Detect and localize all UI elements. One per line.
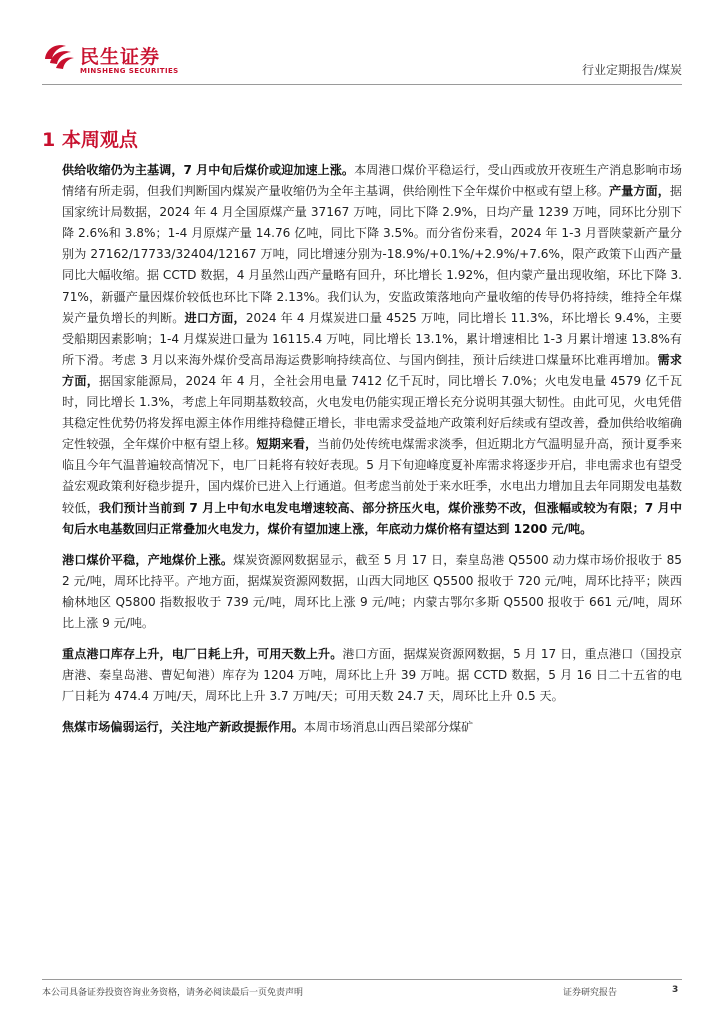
paragraph-text: 港口方面，据煤炭资源网数据，5 月 17 日，重点港口（国投京唐港、秦皇岛港、曹妃甸港）库存为 1204 万吨，周环比上升 39 万吨。据 CCTD 数据，5 月 16 日二十五省的电厂日耗为 474.4 万吨/天，周环比上升 3.7 万吨/天；可用天数 24.7 天，周环比上升 0.5 天。 xyxy=(62,647,682,704)
report-type-label: 行业定期报告/煤炭 xyxy=(581,63,682,77)
bold-lead-text: 供给收缩仍为主基调，7 月中旬后煤价或迎加速上涨。 xyxy=(62,163,355,177)
logo-english-name: MINSHENG SECURITIES xyxy=(80,67,179,75)
page-header xyxy=(0,0,724,90)
paragraph-text: 当前仍处传统电煤需求淡季，但近期北方气温明显升高，预计夏季来临且今年气温普遍较高情况下，电厂日耗将有较好表现。5 月下旬迎峰度夏补库需求将逐步开启，非电需求也有望受益宏观政策利好稳步提升，国内煤价已进入上行通道。但考虑当前处于来水旺季，水电出力增加且去年同期发电基数较低， xyxy=(62,437,682,515)
bold-lead-text: 焦煤市场偏弱运行，关注地产新政提振作用。 xyxy=(62,720,304,735)
footer-divider xyxy=(42,979,682,980)
body-paragraph xyxy=(62,717,682,738)
bold-lead-text: 进口方面， xyxy=(184,310,246,325)
logo-chinese-name: 民生证券 xyxy=(80,46,161,68)
footer-disclaimer: 本公司具备证券投资咨询业务资格，请务必阅读最后一页免责声明 xyxy=(42,988,304,998)
section-title: 1 本周观点 xyxy=(42,129,138,151)
paragraph-text: 据国家统计局数据，2024 年 4 月全国原煤产量 37167 万吨，同比下降 2.9%，日均产量 1239 万吨，同环比分别下降 2.6%和 3.8%；1-4 月原煤产量 14.76 亿吨，同比下降 3.5%。而分省份来看，2024 年 1-3 月晋陕蒙新产量分别为 27162/17733/32404/12167 万吨，同比增速分别为-18.9%/+0.1%/+2.9%/+7.6%，限产政策下山西产量同比大幅收缩。据 CCTD 数据，4 月虽然山西产量略有回升，环比增长 1.92%，但内蒙产量出现收缩，环比下降 3.71%，新疆产量因煤价较低也环比下降 2.13%。我们认为，安监政策落地向产量收缩的传导仍将持续，维持全年煤炭产量负增长的判断。 xyxy=(62,184,682,325)
footer-brand: 证券研究报告 xyxy=(563,988,618,998)
bold-lead-text: 需求方面， xyxy=(62,352,682,388)
paragraph-text: 据国家能源局，2024 年 4 月，全社会用电量 7412 亿千瓦时，同比增长 7.0%；火电发电量 4579 亿千瓦时，同比增长 1.3%，考虑上年同期基数较高，火电发电仍能实现正增长充分说明其强大韧性。由此可见，火电凭借其稳定性优势仍将发挥电源主体作用维持稳健正增长，非电需求受益地产政策利好后续或有望改善，叠加供给收缩确定性较强，全年煤价中枢有望上移。 xyxy=(62,373,682,452)
paragraph-text: 本周市场消息山西吕梁部分煤矿 xyxy=(303,720,474,735)
report-body xyxy=(62,160,682,748)
paragraph-text: 本周港口煤价平稳运行，受山西或放开夜班生产消息影响市场情绪有所走弱，但我们判断国内煤炭产量收缩仍为全年主基调，供给刚性下全年煤价中枢或有望上移。 xyxy=(62,163,682,199)
body-paragraph xyxy=(62,644,682,707)
bold-lead-text: 重点港口库存上升，电厂日耗上升，可用天数上升。 xyxy=(62,647,343,662)
minsheng-logo-icon xyxy=(42,40,76,74)
paragraph-text: 2024 年 4 月煤炭进口量 4525 万吨，同比增长 11.3%，环比增长 9.4%，主要受船期因素影响；1-4 月煤炭进口量为 16115.4 万吨，同比增长 13.1%，累计增速相比 1-3 月累计增速 13.8%有所下滑。考虑 3 月以来海外煤价受高昂海运费影响持续高位、与国内倒挂，预计后续进口煤量环比难再增加。 xyxy=(62,310,682,367)
body-paragraph xyxy=(62,160,682,540)
bold-lead-text: 产量方面， xyxy=(609,184,670,199)
bold-lead-text: 我们预计当前到 7 月上中旬水电发电增速较高、部分挤压火电，煤价涨势不改，但涨幅或较为有限；7 月中旬后水电基数回归正常叠加火电发力，煤价有望加速上涨，年底动力煤价格有望达到 1200 元/吨。 xyxy=(62,500,682,536)
bold-lead-text: 短期来看， xyxy=(256,437,318,452)
body-paragraph xyxy=(62,550,682,634)
company-logo xyxy=(42,40,192,80)
page-number: 3 xyxy=(672,985,679,995)
header-divider xyxy=(42,84,682,85)
paragraph-text: 煤炭资源网数据显示，截至 5 月 17 日，秦皇岛港 Q5500 动力煤市场价报收于 852 元/吨，周环比持平。产地方面，据煤炭资源网数据，山西大同地区 Q5500 报收于 720 元/吨，周环比持平；陕西榆林地区 Q5800 指数报收于 739 元/吨，周环比上涨 9 元/吨；内蒙古鄂尔多斯 Q5500 报收于 661 元/吨，周环比上涨 9 元/吨。 xyxy=(62,552,682,630)
bold-lead-text: 港口煤价平稳，产地煤价上涨。 xyxy=(62,552,234,567)
